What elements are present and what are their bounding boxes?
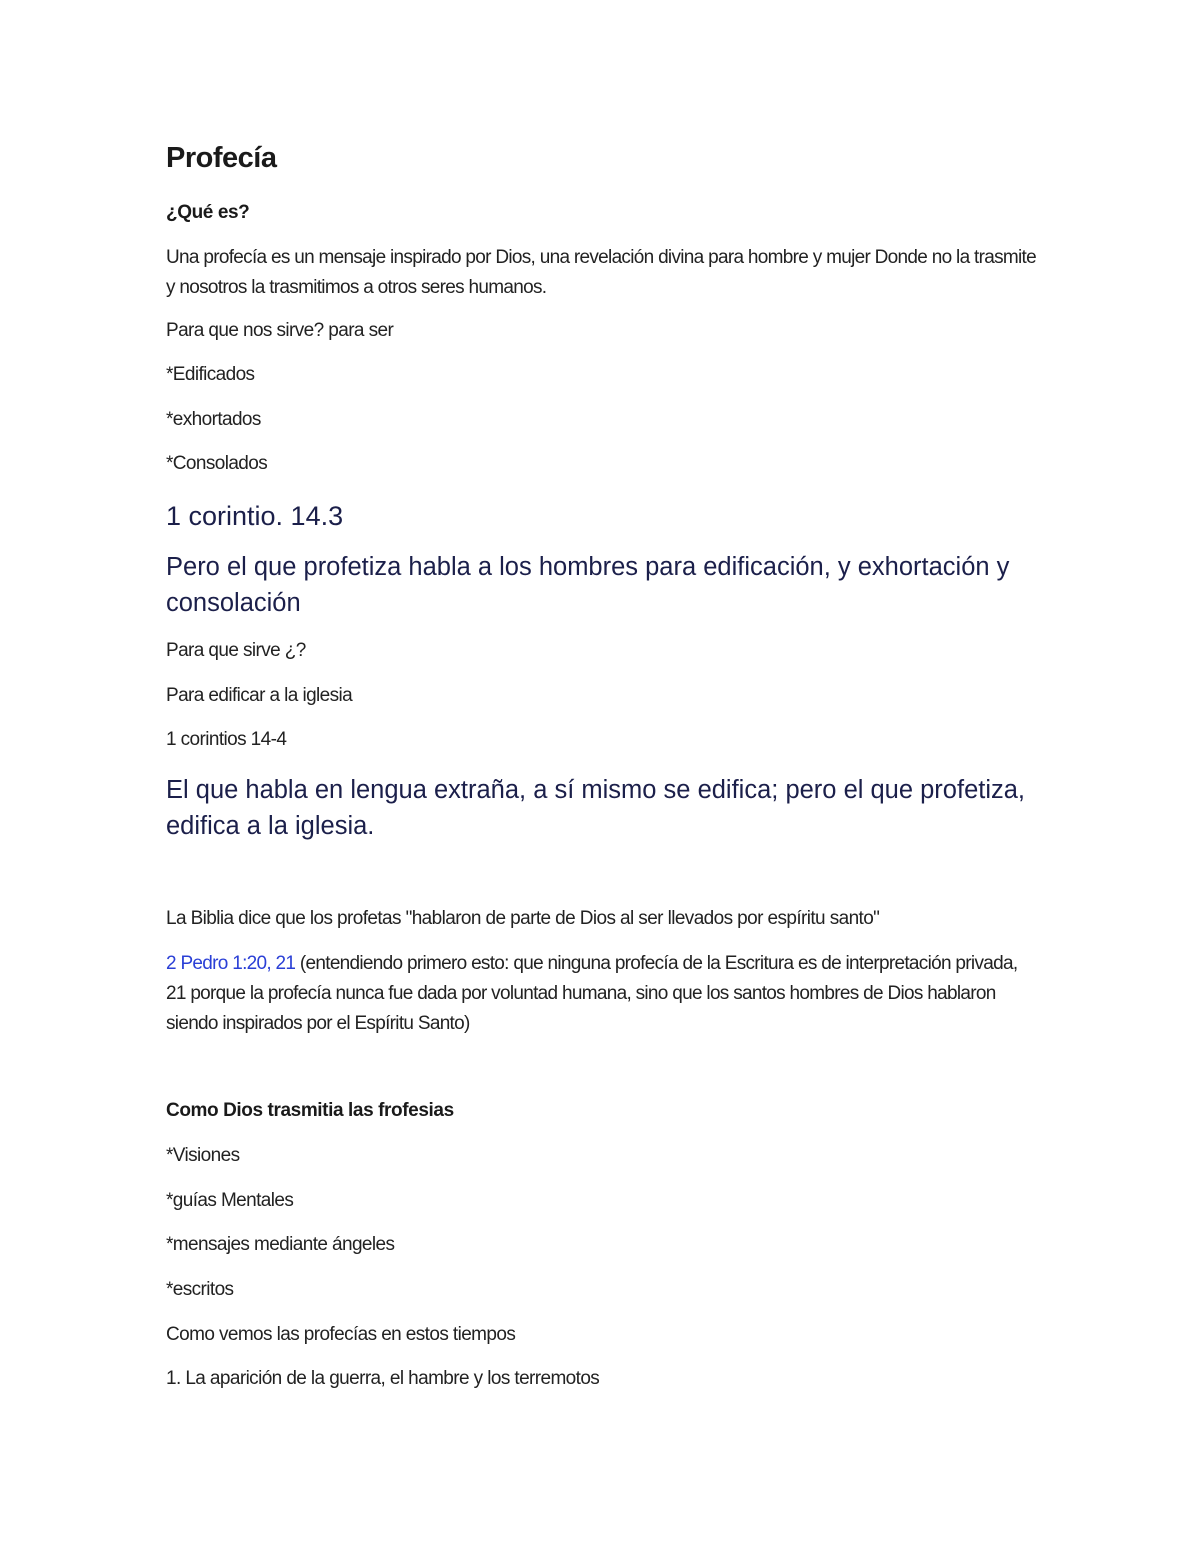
bible-quote: La Biblia dice que los profetas "hablaron de parte de Dios al ser llevados por espíritu santo" [166, 908, 880, 929]
method-item: *escritos [166, 1279, 234, 1300]
scripture-verse: Pero el que profetiza habla a los hombres para edificación, y exhortación y consolación [166, 553, 1010, 617]
question-line: Para que sirve ¿? [166, 640, 306, 661]
times-item: 1. La aparición de la guerra, el hambre y los terremotos [166, 1368, 600, 1389]
pedro-text: (entendiendo primero esto: que ninguna profecía de la Escritura es de interpretación privada, 21 porque la profecía nunca fue dada por voluntad humana, sino que los santos hombres de Dios hablaron siendo inspirados por el Espíritu Santo) [166, 953, 1018, 1034]
method-item: *mensajes mediante ángeles [166, 1234, 395, 1255]
purpose-item: *Edificados [166, 364, 255, 385]
page-title: Profecía [166, 142, 277, 174]
transmission-heading: Como Dios trasmitia las frofesias [166, 1100, 454, 1121]
definition-paragraph: Una profecía es un mensaje inspirado por Dios, una revelación divina para hombre y mujer Donde no la trasmite y nosotros la trasmitimos a otros seres humanos. [166, 247, 1036, 298]
scripture-reference-small: 1 corintios 14-4 [166, 729, 287, 750]
times-heading: Como vemos las profecías en estos tiempos [166, 1324, 516, 1345]
pedro-paragraph [166, 949, 1026, 1039]
answer-line: Para edificar a la iglesia [166, 685, 353, 706]
purpose-item: *exhortados [166, 409, 261, 430]
scripture-verse: El que habla en lengua extraña, a sí mismo se edifica; pero el que profetiza, edifica a la iglesia. [166, 776, 1026, 840]
pedro-reference-link[interactable]: 2 Pedro 1:20, 21 [166, 953, 296, 974]
purpose-item: *Consolados [166, 453, 268, 474]
method-item: *guías Mentales [166, 1190, 294, 1211]
purpose-line: Para que nos sirve? para ser [166, 320, 394, 341]
scripture-reference: 1 corintio. 14.3 [166, 501, 344, 531]
method-item: *Visiones [166, 1145, 240, 1166]
what-is-heading: ¿Qué es? [166, 202, 250, 223]
